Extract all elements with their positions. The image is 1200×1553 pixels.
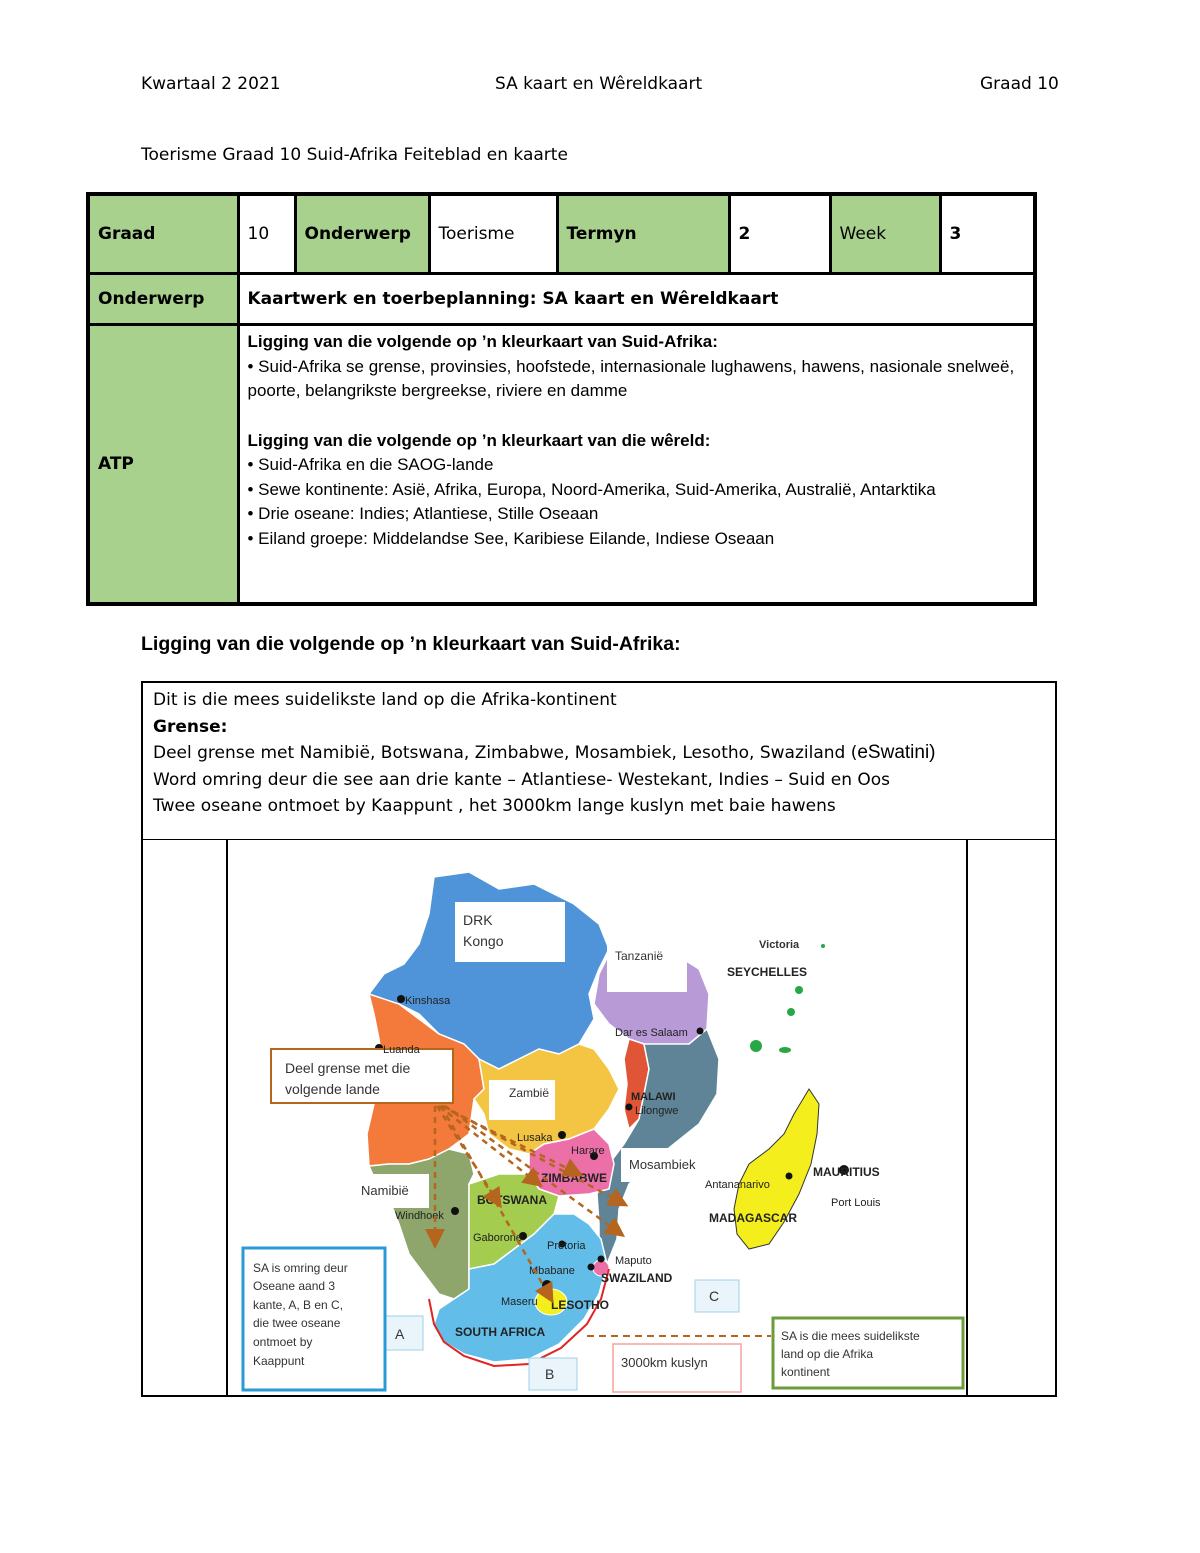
label-suidelik-1: SA is die mees suidelikste	[781, 1329, 920, 1343]
windhoek-dot	[451, 1207, 459, 1215]
onderwerp-value: Toerisme	[429, 194, 557, 274]
atp-heading-sa: Ligging van die volgende op ’n kleurkaart van Suid-Afrika:	[247, 332, 718, 351]
island-dot	[795, 986, 803, 994]
island-dot	[787, 1008, 795, 1016]
island-dot	[779, 1047, 791, 1053]
fact-southernmost: Dit is die mees suidelikste land op die Afrika-kontinent	[153, 690, 617, 710]
label-harare: Harare	[571, 1145, 605, 1157]
label-maputo: Maputo	[615, 1255, 652, 1267]
termyn-value: 2	[729, 194, 830, 274]
label-namibie: Namibië	[361, 1183, 409, 1198]
label-mosambiek: Mosambiek	[629, 1157, 696, 1172]
label-ocean-a: A	[395, 1326, 405, 1342]
label-malawi: MALAWI	[631, 1091, 676, 1103]
label-pretoria: Pretoria	[547, 1240, 586, 1252]
label-omring-5: ontmoet by	[253, 1335, 313, 1349]
header-left: Kwartaal 2 2021	[141, 74, 281, 94]
drk-label-box	[455, 902, 565, 962]
label-windhoek: Windhoek	[395, 1210, 444, 1222]
label-zambie: Zambië	[509, 1086, 550, 1100]
fact-borders	[153, 740, 936, 767]
antananarivo-dot	[786, 1173, 793, 1180]
island-dot	[750, 1040, 762, 1052]
label-zimbabwe: ZIMBABWE	[541, 1171, 607, 1185]
fact-oceans: Word omring deur die see aan drie kante – Atlantiese- Westekant, Indies – Suid en Oos	[153, 769, 891, 790]
fact-coastline: Twee oseane ontmoet by Kaappunt , het 3000km lange kuslyn met baie hawens	[153, 796, 836, 816]
label-madagascar: MADAGASCAR	[709, 1211, 797, 1225]
grense-label: Grense:	[153, 716, 228, 737]
graad-label: Graad	[88, 194, 238, 274]
label-omring-2: Oseane aand 3	[253, 1279, 336, 1293]
label-tanzanie: Tanzanië	[615, 949, 664, 963]
label-lusaka: Lusaka	[517, 1132, 553, 1144]
label-dar-es-salaam: Dar es Salaam	[615, 1027, 688, 1039]
label-antananarivo: Antananarivo	[705, 1179, 770, 1191]
label-deel-grense-2: volgende lande	[285, 1081, 380, 1097]
fact-box	[141, 681, 1057, 1397]
week-value: 3	[940, 194, 1035, 274]
document-title: Toerisme Graad 10 Suid-Afrika Feiteblad en kaarte	[141, 145, 568, 165]
label-omring-3: kante, A, B en C,	[253, 1298, 344, 1312]
label-deel-grense-1: Deel grense met die	[285, 1060, 411, 1076]
atp-item-saog: • Suid-Afrika en die SAOG-lande	[247, 455, 494, 474]
label-botswana: BOTSWANA	[477, 1193, 547, 1207]
dar-es-salaam-dot	[697, 1028, 704, 1035]
label-gaborone: Gaborone	[473, 1232, 522, 1244]
fact-borders-text: Deel grense met Namibië, Botswana, Zimbabwe, Mosambiek, Lesotho, Swaziland (	[153, 743, 858, 763]
header-right: Graad 10	[980, 74, 1059, 94]
lilongwe-dot	[626, 1104, 633, 1111]
label-kongo: Kongo	[463, 933, 504, 949]
termyn-label: Termyn	[557, 194, 729, 274]
mbabane-dot	[588, 1264, 595, 1271]
info-table	[86, 192, 1037, 606]
label-swaziland: SWAZILAND	[601, 1271, 673, 1285]
atp-item-continents: • Sewe kontinente: Asië, Afrika, Europa, Noord-Amerika, Suid-Amerika, Australië, Antarktika	[247, 479, 936, 499]
maseru-dot	[542, 1280, 552, 1290]
label-ocean-b: B	[545, 1366, 555, 1382]
label-kinshasa: Kinshasa	[405, 995, 451, 1007]
southern-africa-map	[229, 844, 965, 1394]
label-suidelik-2: land op die Afrika	[781, 1347, 874, 1361]
label-lilongwe: Lilongwe	[635, 1105, 679, 1117]
label-omring-6: Kaappunt	[253, 1354, 305, 1368]
lusaka-dot	[558, 1131, 566, 1139]
atp-content	[238, 325, 1035, 605]
label-omring-1: SA is omring deur	[253, 1261, 348, 1275]
label-lesotho: LESOTHO	[551, 1298, 610, 1312]
label-victoria: Victoria	[759, 939, 800, 951]
label-drk: DRK	[463, 912, 493, 928]
label-port-louis: Port Louis	[831, 1197, 881, 1209]
header-center: SA kaart en Wêreldkaart	[495, 74, 703, 94]
label-south-africa: SOUTH AFRICA	[455, 1325, 546, 1339]
label-mbabane: Mbabane	[529, 1265, 575, 1277]
maputo-dot	[598, 1256, 605, 1263]
label-omring-4: die twee oseane	[253, 1316, 341, 1330]
atp-item-oceans: • Drie oseane: Indies; Atlantiese, Stille Oseaan	[247, 504, 599, 523]
kinshasa-dot	[397, 995, 405, 1003]
onderwerp2-label: Onderwerp	[88, 274, 238, 325]
label-suidelik-3: kontinent	[781, 1365, 830, 1379]
victoria-dot	[821, 944, 825, 948]
section-heading: Ligging van die volgende op ’n kleurkaart van Suid-Afrika:	[141, 633, 681, 655]
fact-borders-tail: eSwatini)	[857, 742, 936, 763]
atp-label: ATP	[88, 325, 238, 605]
label-luanda: Luanda	[383, 1044, 420, 1056]
label-kuslyn: 3000km kuslyn	[621, 1355, 708, 1370]
week-label: Week	[830, 194, 940, 274]
atp-heading-world: Ligging van die volgende op ’n kleurkaart van die wêreld:	[247, 430, 711, 450]
onderwerp2-value: Kaartwerk en toerbeplanning: SA kaart en Wêreldkaart	[238, 274, 1035, 325]
onderwerp-label: Onderwerp	[295, 194, 429, 274]
label-mauritius: MAURITIUS	[813, 1165, 880, 1179]
graad-value: 10	[238, 194, 295, 274]
label-ocean-c: C	[709, 1288, 720, 1304]
label-maseru: Maseru	[501, 1296, 538, 1308]
label-seychelles: SEYCHELLES	[727, 965, 808, 979]
atp-item-islands: • Eiland groepe: Middelandse See, Karibiese Eilande, Indiese Oseaan	[247, 528, 775, 548]
atp-item-sa-borders: • Suid-Afrika se grense, provinsies, hoofstede, internasionale lughawens, hawens, nasionale snelweë, poorte, belangrikste bergreekse, riviere en damme	[247, 356, 1015, 400]
facts-text	[153, 687, 936, 820]
